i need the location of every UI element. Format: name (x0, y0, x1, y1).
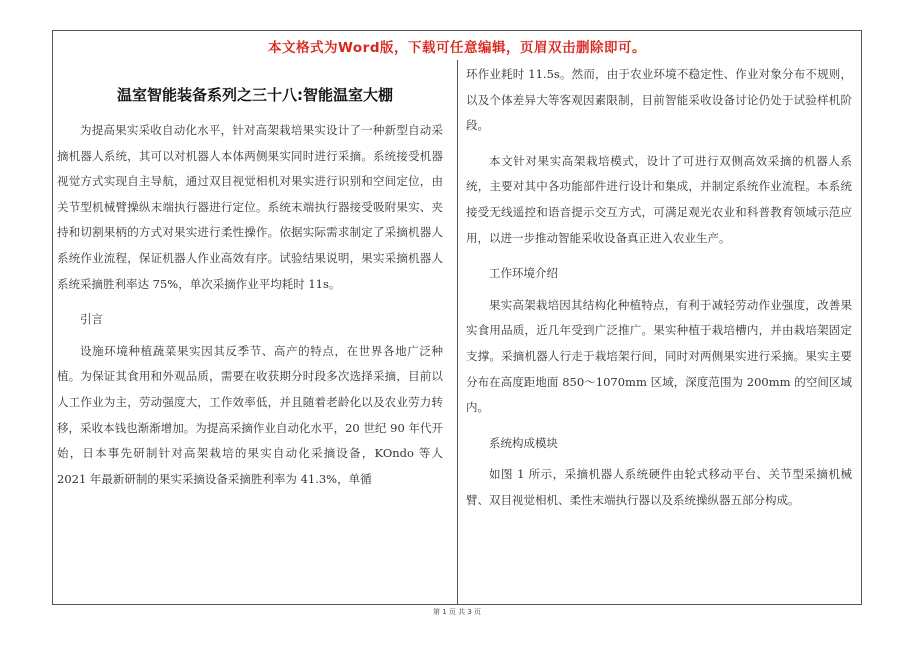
system-heading: 系统构成模块 (489, 435, 558, 450)
column-divider (457, 60, 458, 605)
intro-paragraph: 设施环境种植蔬菜果实因其反季节、高产的特点，在世界各地广泛种植。为保证其食用和外观品质，需要在收获期分时段多次选择采摘，目前以人工作业为主，劳动强度大，工作效率低，并且随着老龄化以及农业劳力转移，采收本钱也渐渐增加。为提高采摘作业自动化水平，20 世纪 90 年代开始，日本事先研制针对高架栽培的果实自动化采摘设备，KOndo 等人 2021 年最新研制的果实采摘设备采摘胜利率为 41.3%，单循 (57, 343, 443, 486)
left-column (57, 118, 443, 492)
abstract-paragraph: 为提高果实采收自动化水平，针对高架栽培果实设计了一种新型自动采摘机器人系统，其可以对机器人本体两侧果实同时进行采摘。系统接受机器视觉方式实现自主导航，通过双目视觉相机对果实进行识别和空间定位，由关节型机械臂操纵末端执行器进行定位。系统末端执行器接受吸附果实、夹持和切割果柄的方式对果实进行柔性操作。依据实际需求制定了采摘机器人系统作业流程，保证机器人作业高效有序。试验结果说明，果实采摘机器人系统采摘胜利率达 75%，单次采摘作业平均耗时 11s。 (57, 123, 443, 291)
environment-paragraph: 果实高架栽培因其结构化种植特点，有利于减轻劳动作业强度，改善果实食用品质，近几年受到广泛推广。果实种植于栽培槽内，并由栽培架固定支撑。采摘机器人行走于栽培架行间，同时对两侧果实进行采摘。果实主要分布在高度距地面 850～1070mm 区域，深度范围为 200mm 的空间区域内。 (466, 297, 852, 415)
environment-heading: 工作环境介绍 (489, 266, 558, 281)
page-number: 第 1 页 共 3 页 (432, 608, 482, 616)
header-notice: 本文格式为Word版，下载可任意编辑，页眉双击删除即可。 (267, 40, 646, 56)
intro-heading: 引言 (80, 312, 103, 327)
continued-paragraph: 环作业耗时 11.5s。然而，由于农业环境不稳定性、作业对象分布不规则，以及个体差异大等客观因素限制，目前智能采收设备讨论仍处于试验样机阶段。 (466, 67, 852, 133)
right-column (466, 62, 852, 514)
document-title: 温室智能装备系列之三十八:智能温室大棚 (116, 86, 393, 104)
system-paragraph: 如图 1 所示，采摘机器人系统硬件由轮式移动平台、关节型采摘机械臂、双目视觉相机、柔性末端执行器以及系统操纵器五部分构成。 (466, 467, 852, 507)
design-paragraph: 本文针对果实高架栽培模式，设计了可进行双侧高效采摘的机器人系统，主要对其中各功能部件进行设计和集成，并制定系统作业流程。本系统接受无线遥控和语音提示交互方式，可满足观光农业和科普教育领域示范应用，以进一步推动智能采收设备真正进入农业生产。 (466, 153, 852, 245)
